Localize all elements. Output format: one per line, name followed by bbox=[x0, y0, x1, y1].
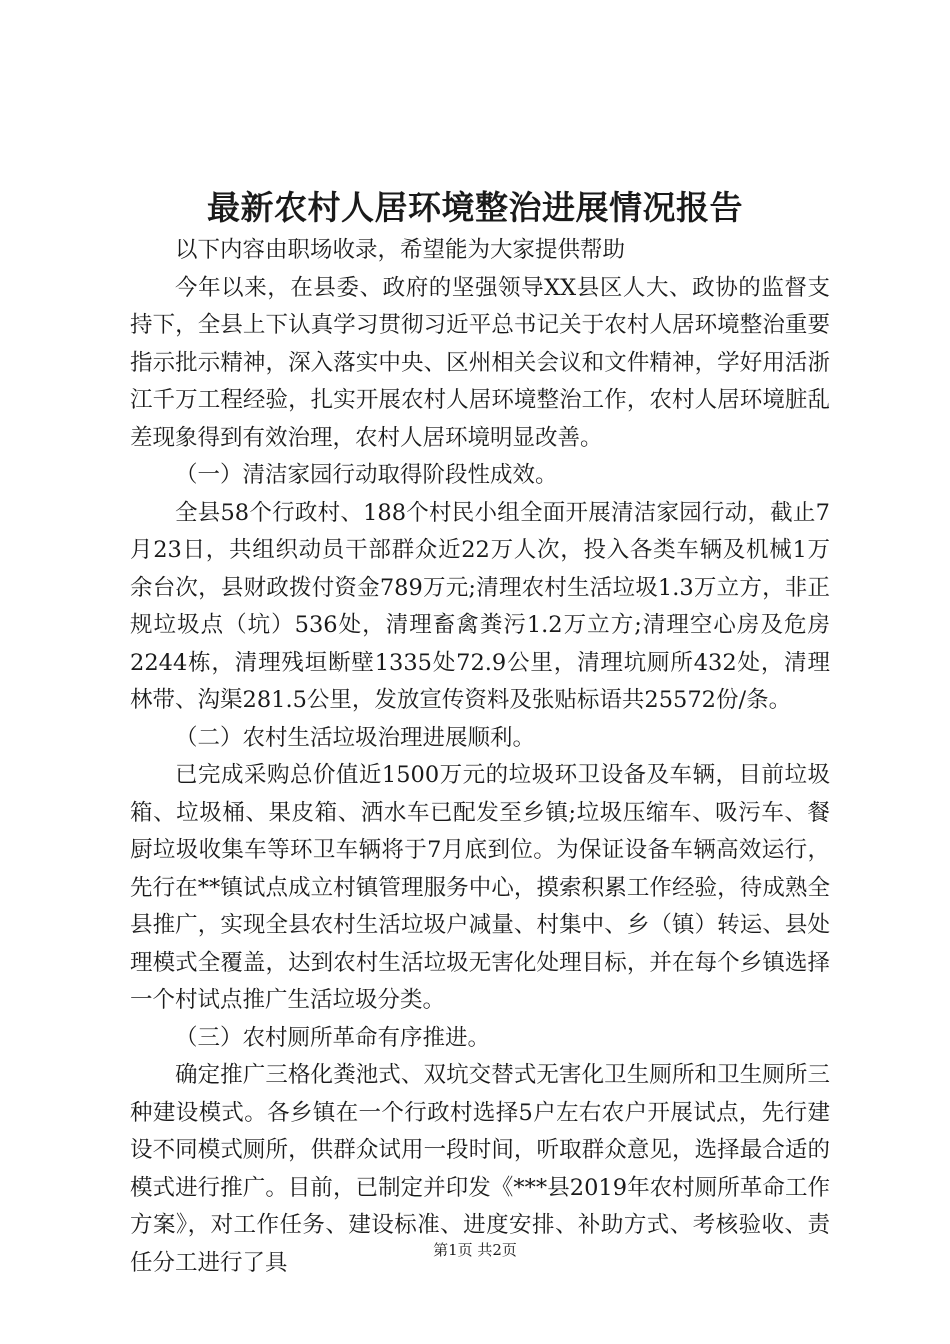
document-body bbox=[130, 232, 830, 1282]
section-heading: （一）清洁家园行动取得阶段性成效。 bbox=[175, 462, 558, 488]
body-paragraph: 全县58个行政村、188个村民小组全面开展清洁家园行动，截止7月23日，共组织动员干部群众近22万人次，投入各类车辆及机械1万余台次，县财政拨付资金789万元;清理农村生活垃圾1.3万立方，非正规垃圾点（坑）536处，清理畜禽粪污1.2万立方;清理空心房及危房2244栋，清理残垣断壁1335处72.9公里，清理坑厕所432处，清理林带、沟渠281.5公里，发放宣传资料及张贴标语共25572份/条。 bbox=[130, 499, 830, 713]
body-paragraph: 已完成采购总价值近1500万元的垃圾环卫设备及车辆，目前垃圾箱、垃圾桶、果皮箱、洒水车已配发至乡镇;垃圾压缩车、吸污车、餐厨垃圾收集车等环卫车辆将于7月底到位。为保证设备车辆高效运行，先行在**镇试点成立村镇管理服务中心，摸索积累工作经验，待成熟全县推广，实现全县农村生活垃圾户减量、村集中、乡（镇）转运、县处理模式全覆盖，达到农村生活垃圾无害化处理目标，并在每个乡镇选择一个村试点推广生活垃圾分类。 bbox=[130, 762, 830, 1013]
intro-paragraph: 以下内容由职场收录，希望能为大家提供帮助 bbox=[175, 237, 626, 263]
document-title: 最新农村人居环境整治进展情况报告 bbox=[207, 188, 743, 227]
section-heading: （三）农村厕所革命有序推进。 bbox=[175, 1024, 491, 1051]
body-paragraph: 今年以来，在县委、政府的坚强领导XX县区人大、政协的监督支持下，全县上下认真学习贯彻习近平总书记关于农村人居环境整治重要指示批示精神，深入落实中央、区州相关会议和文件精神，学好用活浙江千万工程经验，扎实开展农村人居环境整治工作，农村人居环境脏乱差现象得到有效治理，农村人居环境明显改善。 bbox=[130, 274, 830, 451]
body-paragraph: 确定推广三格化粪池式、双坑交替式无害化卫生厕所和卫生厕所三种建设模式。各乡镇在一个行政村选择5户左右农户开展试点，先行建设不同模式厕所，供群众试用一段时间，听取群众意见，选择最合适的模式进行推广。目前，已制定并印发《***县2019年农村厕所革命工作方案》，对工作任务、建设标准、进度安排、补助方式、考核验收、责任分工进行了具 bbox=[130, 1062, 830, 1276]
section-heading: （二）农村生活垃圾治理进展顺利。 bbox=[175, 724, 536, 751]
page-number-footer: 第1页 共2页 bbox=[433, 1241, 517, 1259]
